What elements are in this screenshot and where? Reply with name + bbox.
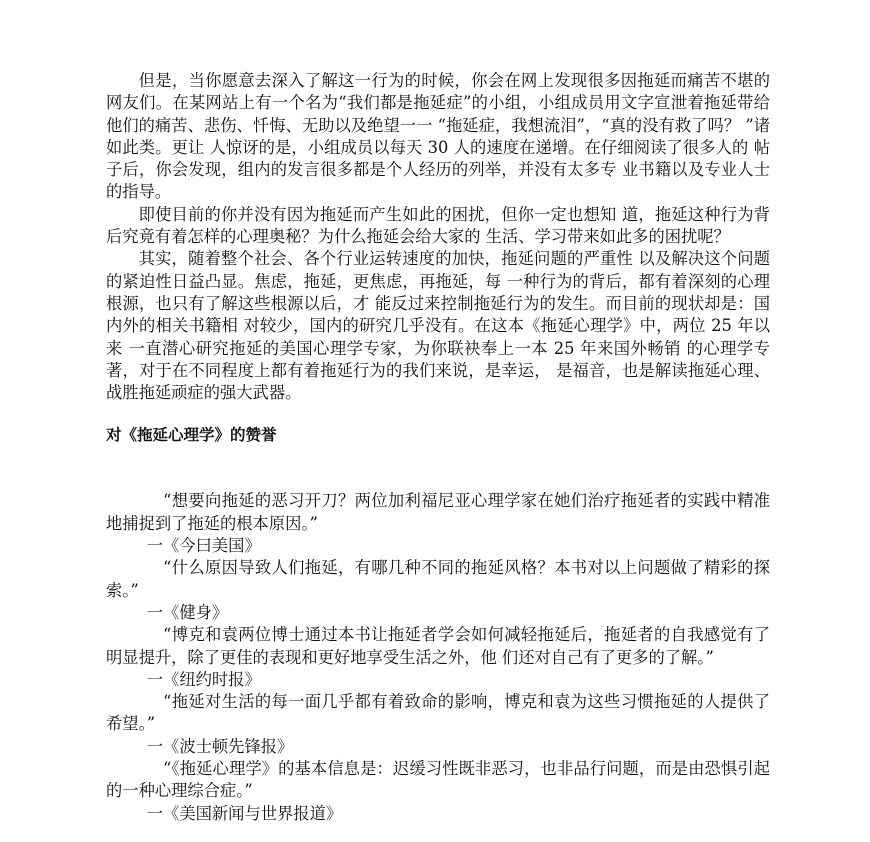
review-quote: “什么原因导致人们拖延，有哪几种不同的拖延风格？本书对以上问题做了精彩的探索。”	[106, 558, 770, 600]
body-paragraph-2: 即使目前的你并没有因为拖延而产生如此的困扰，但你一定也想知 道，拖延这种行为背后究竟有着怎样的心理奥秘？为什么拖延会给大家的 生活、学习带来如此多的困扰呢？	[106, 204, 770, 247]
body-paragraph-1: 但是，当你愿意去深入了解这一行为的时候，你会在网上发现很多因拖延而痛苦不堪的网友们。在某网站上有一个名为“我们都是拖延症”的小组，小组成员用文字宣泄着拖延带给他们的痛苦、悲伤、忏悔、无助以及绝望一一 “拖延症，我想流泪”，“真的没有救了吗？ ”诸如此类。更让 人惊讶的是，小组成员以每天 30 人的速度在递增。在仔细阅读了很多人的 帖子后，你会发现，组内的发言很多都是个人经历的列举，并没有太多专 业书籍以及专业人士的指导。	[106, 71, 770, 202]
review-item	[106, 691, 770, 758]
reviews-list	[106, 490, 770, 824]
review-source: 一《今曰美国》	[146, 536, 261, 556]
review-source: 一《波士顿先锋报》	[146, 736, 294, 756]
review-quote: “博克和袁两位博士通过本书让拖延者学会如何减轻拖延后，拖延者的自我感觉有了明显提升，除了更佳的表现和更好地享受生活之外，他 们还对自己有了更多的了解。”	[106, 625, 770, 667]
review-item	[106, 490, 770, 557]
review-source: 一《美国新闻与世界报道》	[146, 803, 343, 823]
review-source: 一《纽约时报》	[146, 669, 261, 689]
document-page	[106, 70, 770, 825]
review-item	[106, 758, 770, 825]
section-heading: 对《拖延心理学》的赞誉	[106, 426, 277, 445]
review-quote: “《拖延心理学》的基本信息是：迟缓习性既非恶习，也非品行问题，而是由恐惧引起的一种心理综合症。”	[106, 759, 770, 801]
review-source: 一《健身》	[146, 602, 229, 622]
review-quote: “拖延对生活的每一面几乎都有着致命的影响，博克和袁为这些习惯拖延的人提供了希望。”	[106, 692, 770, 734]
review-quote: “想要向拖延的恶习开刀？两位加利福尼亚心理学家在她们治疗拖延者的实践中精准地捕捉到了拖延的根本原因。”	[106, 491, 770, 533]
review-item	[106, 624, 770, 691]
review-item	[106, 557, 770, 624]
body-paragraph-3: 其实，随着整个社会、各个行业运转速度的加快，拖延问题的严重性 以及解决这个问题的紧迫性日益凸显。焦虑，拖延，更焦虑，再拖延，每 一种行为的背后，都有着深刻的心理根源，也只有了解这些根源以后，才 能反过来控制拖延行为的发生。而目前的现状却是：国内外的相关书籍相 对较少，国内的研究几乎没有。在这本《拖延心理学》中，两位 25 年以来 一直潜心研究拖延的美国心理学专家，为你联袂奉上一本 25 年来国外畅销 的心理学专著，对于在不同程度上都有着拖延行为的我们来说，是幸运， 是福音，也是解读拖延心理、战胜拖延顽症的强大武器。	[106, 249, 770, 403]
